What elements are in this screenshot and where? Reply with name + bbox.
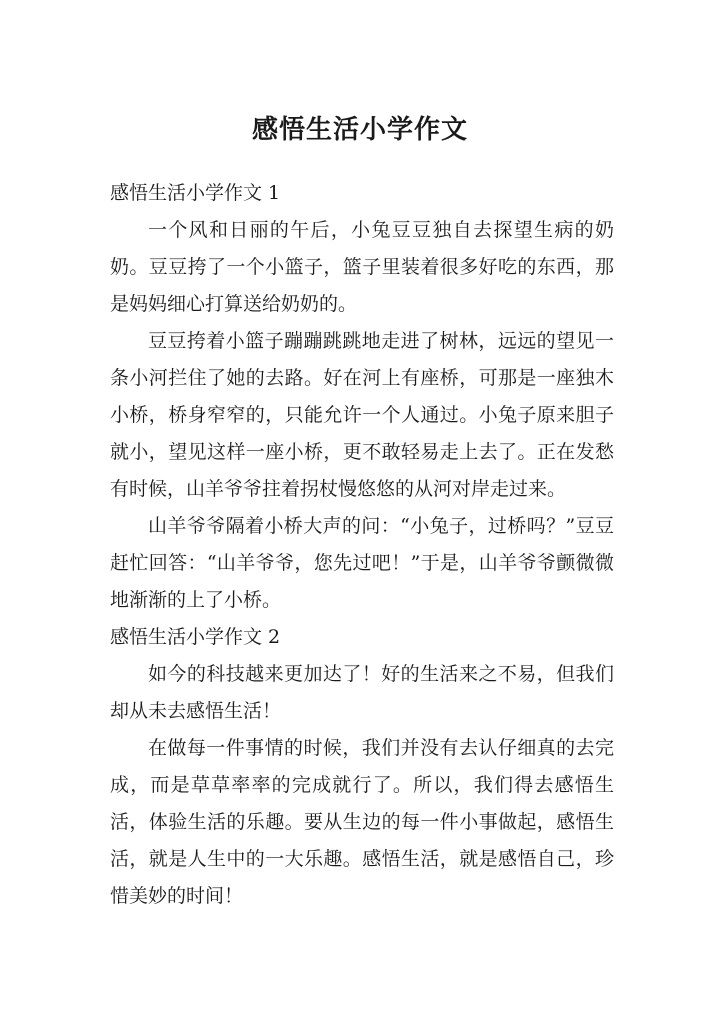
document-title: 感悟生活小学作文 — [251, 115, 468, 145]
paragraph: 一个风和日丽的午后，小兔豆豆独自去探望生病的奶奶。豆豆挎了一个小篮子，篮子里装着很多好吃的东西，那是妈妈细心打算送给奶奶的。 — [110, 219, 614, 315]
paragraph: 山羊爷爷隔着小桥大声的问：“小兔子，过桥吗？”豆豆赶忙回答：“山羊爷爷，您先过吧！”于是，山羊爷爷颤微微地渐渐的上了小桥。 — [110, 515, 614, 611]
section-heading: 感悟生活小学作文 1 — [110, 182, 281, 204]
section-1 — [110, 175, 614, 619]
document-body — [110, 175, 614, 915]
section-2 — [110, 619, 614, 915]
paragraph: 豆豆挎着小篮子蹦蹦跳跳地走进了树林，远远的望见一条小河拦住了她的去路。好在河上有座桥，可那是一座独木小桥，桥身窄窄的，只能允许一个人通过。小兔子原来胆子就小，望见这样一座小桥，更不敢轻易走上去了。正在发愁有时候，山羊爷爷拄着拐杖慢悠悠的从河对岸走过来。 — [110, 330, 614, 500]
paragraph: 在做每一件事情的时候，我们并没有去认仔细真的去完成，而是草草率率的完成就行了。所以，我们得去感悟生活，体验生活的乐趣。要从生边的每一件小事做起，感悟生活，就是人生中的一大乐趣。感悟生活，就是感悟自己，珍惜美妙的时间！ — [110, 737, 614, 907]
section-heading: 感悟生活小学作文 2 — [110, 626, 281, 648]
paragraph: 如今的科技越来更加达了！好的生活来之不易，但我们却从未去感悟生活！ — [110, 663, 614, 722]
